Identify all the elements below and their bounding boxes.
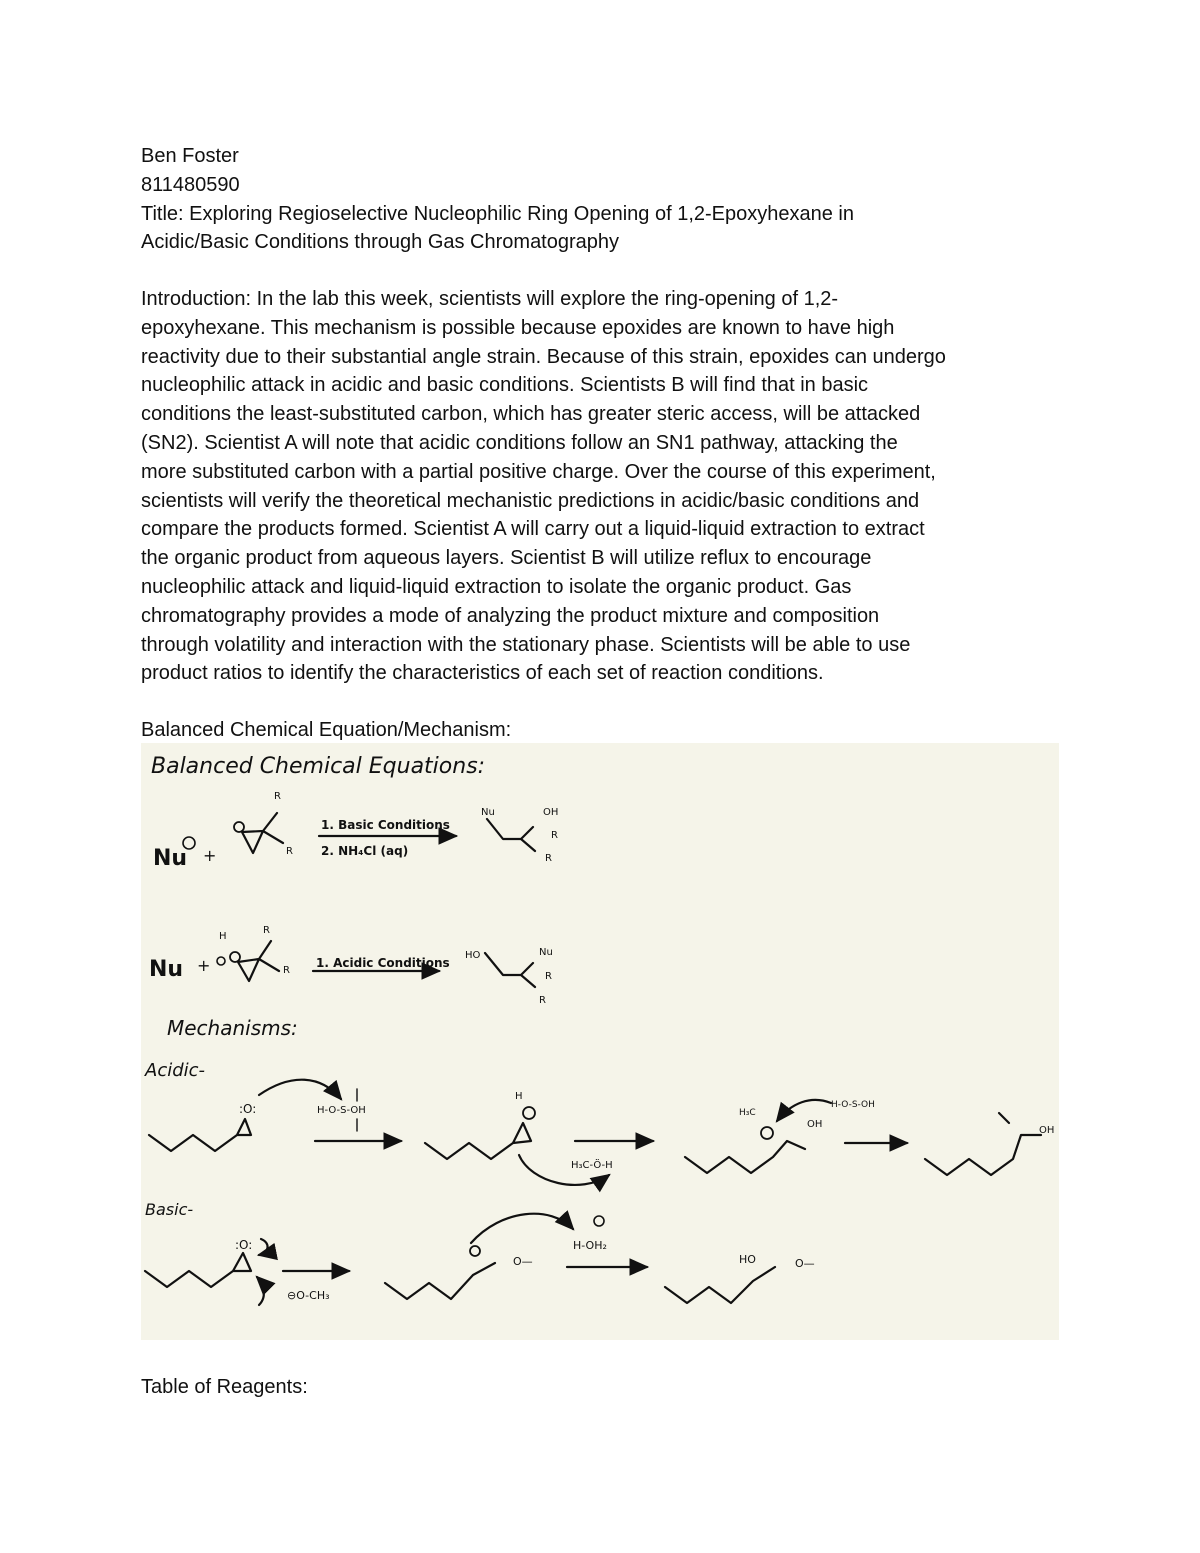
intro-line: conditions the least-substituted carbon, which has greater steric access, will be attacked <box>141 403 921 426</box>
acidic-mechanism <box>149 1080 1054 1185</box>
positive-charge-icon <box>217 957 225 965</box>
methoxide-label: ⊖O-CH₃ <box>287 1289 330 1302</box>
oxygen-atom-icon <box>234 822 244 832</box>
svg-text:OH: OH <box>543 807 559 818</box>
svg-text:HO: HO <box>465 950 481 961</box>
svg-text:+: + <box>197 956 211 975</box>
mechanism-drawing <box>141 743 1059 1340</box>
svg-text:HO: HO <box>739 1253 756 1266</box>
svg-text::O:: :O: <box>235 1238 253 1252</box>
intro-line: reactivity due to their substantial angle strain. Because of this strain, epoxides can undergo <box>141 345 946 368</box>
svg-text:H-O-S-OH: H-O-S-OH <box>831 1100 875 1110</box>
svg-text:H: H <box>515 1091 523 1102</box>
oxygen-atom-icon <box>230 952 240 962</box>
title-line-2: Acidic/Basic Conditions through Gas Chromatography <box>141 231 620 254</box>
basic-mechanism-label: Basic- <box>145 1200 194 1219</box>
svg-text:H₃C: H₃C <box>739 1108 756 1118</box>
mechanisms-heading: Mechanisms: <box>167 1016 298 1040</box>
acidic-equation <box>149 925 553 1006</box>
basic-final-product-icon <box>665 1267 775 1303</box>
svg-text:R: R <box>283 965 290 976</box>
nucleophile-label: Nu <box>153 846 188 871</box>
svg-text:R: R <box>551 830 558 841</box>
introduction-paragraph <box>141 285 1061 688</box>
basic-equation <box>153 791 558 871</box>
svg-text:H: H <box>219 931 227 942</box>
intro-line: product ratios to identify the characteristics of each set of reaction conditions. <box>141 662 824 685</box>
intro-line: nucleophilic attack and liquid-liquid extraction to isolate the organic product. Gas <box>141 575 852 598</box>
intro-line: compare the products formed. Scientist A will carry out a liquid-liquid extraction to extract <box>141 518 925 541</box>
svg-text:R: R <box>274 791 281 802</box>
negative-charge-icon <box>183 837 195 849</box>
intro-line: Introduction: In the lab this week, scientists will explore the ring-opening of 1,2- <box>141 288 839 310</box>
methanol-label: H₃C-Ö-H <box>571 1160 613 1171</box>
svg-text:R: R <box>539 995 546 1006</box>
intro-line: chromatography provides a mode of analyzing the product mixture and composition <box>141 604 880 627</box>
svg-text:R: R <box>263 925 270 936</box>
reagents-heading: Table of Reagents: <box>141 1376 308 1398</box>
svg-text:R: R <box>286 846 293 857</box>
intro-line: scientists will verify the theoretical mechanistic predictions in acidic/basic conditions and <box>141 489 920 512</box>
acidic-final-product-icon <box>925 1135 1041 1175</box>
acidic-mechanism-label: Acidic- <box>145 1060 206 1081</box>
nh4cl-label: 2. NH₄Cl (aq) <box>321 844 409 858</box>
intro-line: the organic product from aqueous layers. Scientist B will utilize reflux to encourage <box>141 547 872 570</box>
epoxyhexane-icon <box>149 1119 251 1151</box>
author-name: Ben Foster <box>141 145 239 167</box>
epoxyhexane-icon <box>145 1253 251 1287</box>
svg-text:OH: OH <box>807 1119 823 1130</box>
intro-line: (SN2). Scientist A will note that acidic conditions follow an SN1 pathway, attacking the <box>141 431 898 454</box>
basic-product-icon <box>487 819 535 851</box>
svg-text::O:: :O: <box>239 1102 257 1116</box>
svg-text:Nu: Nu <box>481 807 495 818</box>
svg-text:R: R <box>545 853 552 864</box>
document-header <box>141 142 1061 257</box>
svg-text:OH: OH <box>1039 1125 1055 1136</box>
alkoxide-intermediate-icon <box>385 1263 495 1299</box>
acidic-product-icon <box>485 953 535 987</box>
protonated-epoxide-icon <box>425 1123 531 1159</box>
basic-mechanism <box>145 1214 815 1305</box>
acidic-conditions-label: 1. Acidic Conditions <box>316 956 450 970</box>
intro-line: nucleophilic attack in acidic and basic conditions. Scientists B will find that in basic <box>141 374 869 397</box>
svg-text:O—: O— <box>513 1255 533 1268</box>
svg-text:Nu: Nu <box>539 947 553 958</box>
oxonium-intermediate-icon <box>685 1141 805 1173</box>
title-line-1: Title: Exploring Regioselective Nucleophilic Ring Opening of 1,2-Epoxyhexane in <box>141 202 854 225</box>
svg-text:+: + <box>203 846 217 865</box>
intro-line: through volatility and interaction with the stationary phase. Scientists will be able to use <box>141 633 911 656</box>
epoxide-icon <box>242 813 283 853</box>
student-id: 811480590 <box>141 173 240 196</box>
svg-text:Nu: Nu <box>149 957 184 982</box>
svg-text:R: R <box>545 971 552 982</box>
intro-line: epoxyhexane. This mechanism is possible because epoxides are known to have high <box>141 316 895 339</box>
sulfuric-acid-label: H-O-S-OH <box>317 1105 366 1116</box>
basic-conditions-label: 1. Basic Conditions <box>321 818 450 832</box>
equation-section-heading: Balanced Chemical Equation/Mechanism: <box>141 719 512 741</box>
hydronium-label: H-OH₂ <box>573 1239 607 1252</box>
equations-heading: Balanced Chemical Equations: <box>151 754 486 779</box>
svg-text:O—: O— <box>795 1257 815 1270</box>
intro-line: more substituted carbon with a partial positive charge. Over the course of this experiment, <box>141 460 936 483</box>
handwritten-mechanism-image <box>141 743 1059 1340</box>
